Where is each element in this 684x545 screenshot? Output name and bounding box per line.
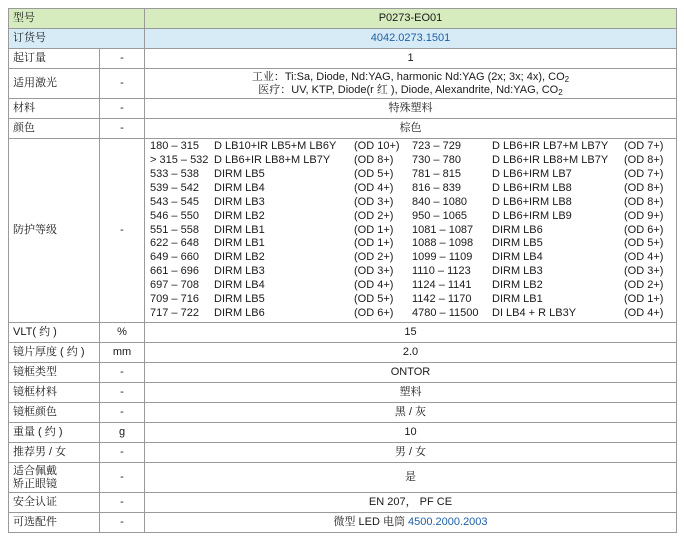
range-right: 1081 – 1087 — [412, 223, 474, 236]
grade-right: D LB6+IRM LB8 — [492, 181, 572, 194]
weight-label: 重量 ( 约 ) — [9, 423, 100, 443]
range-right: 1088 – 1098 — [412, 237, 474, 250]
frame-color-value: 黑 / 灰 — [145, 403, 677, 423]
od-left: (OD 8+) — [354, 153, 394, 166]
od-left: (OD 5+) — [354, 167, 394, 180]
grade-left: DIRM LB3 — [214, 195, 265, 208]
model-value: P0273-EO01 — [145, 9, 677, 29]
order-number-value: 4042.0273.1501 — [145, 29, 677, 49]
od-right: (OD 9+) — [624, 209, 664, 222]
range-right: 1110 – 1123 — [412, 265, 471, 278]
moq-unit: - — [100, 49, 145, 69]
od-left: (OD 2+) — [354, 209, 394, 222]
thickness-unit: mm — [100, 343, 145, 363]
grade-left: DIRM LB2 — [214, 251, 265, 264]
laser-industrial: 工业：Ti:Sa, Diode, Nd:YAG, harmonic Nd:YAG (2x; 3x; 4x), $CO_2$ — [251, 70, 570, 84]
weight-value: 10 — [145, 423, 677, 443]
moq-value: 1 — [145, 49, 677, 69]
od-left: (OD 3+) — [354, 195, 394, 208]
range-left: 546 – 550 — [150, 209, 199, 222]
certification-value: EN 207， PF CE — [145, 493, 677, 513]
row-gender — [9, 443, 677, 463]
vlt-unit: % — [100, 323, 145, 343]
frame-type-value: ONTOR — [145, 363, 677, 383]
grade-left: DIRM LB4 — [214, 181, 265, 194]
row-moq — [9, 49, 677, 69]
weight-unit: g — [100, 423, 145, 443]
row-model — [9, 9, 677, 29]
accessory-order-link[interactable]: 4500.2000.2003 — [408, 516, 488, 528]
protection-grade-row — [150, 196, 674, 210]
range-left: 551 – 558 — [150, 223, 199, 236]
od-left: (OD 4+) — [354, 279, 394, 292]
grade-right: D LB6+IRM LB8 — [492, 195, 572, 208]
row-prescription — [9, 463, 677, 493]
od-left: (OD 3+) — [354, 265, 394, 278]
protection-grade-row — [150, 237, 674, 251]
prescription-label-line2: 矫正眼镜 — [13, 477, 57, 490]
frame-type-unit: - — [100, 363, 145, 383]
grade-right: DIRM LB1 — [492, 293, 543, 306]
range-left: 709 – 716 — [150, 293, 199, 306]
range-right: 4780 – 11500 — [412, 307, 479, 320]
color-value: 棕色 — [145, 119, 677, 139]
grade-left: DIRM LB4 — [214, 279, 265, 292]
grade-right: DIRM LB5 — [492, 237, 543, 250]
protection-grades-table — [150, 140, 674, 321]
row-frame-type — [9, 363, 677, 383]
grade-right: D LB6+IR LB8+M LB7Y — [492, 153, 609, 166]
frame-color-label: 镜框颜色 — [9, 403, 100, 423]
od-right: (OD 8+) — [624, 181, 664, 194]
od-left: (OD 4+) — [354, 181, 394, 194]
gender-value: 男 / 女 — [145, 443, 677, 463]
order-number-label: 订货号 — [9, 29, 145, 49]
protection-grade-row — [150, 307, 674, 321]
laser-label: 适用激光 — [9, 69, 100, 99]
grade-right: DI LB4 + R LB3Y — [492, 307, 577, 320]
thickness-value: 2.0 — [145, 343, 677, 363]
gender-label: 推荐男 / 女 — [9, 443, 100, 463]
color-unit: - — [100, 119, 145, 139]
row-frame-color — [9, 403, 677, 423]
grade-left: D LB6+IR LB8+M LB7Y — [214, 153, 331, 166]
frame-material-label: 镜框材料 — [9, 383, 100, 403]
od-right: (OD 6+) — [624, 223, 664, 236]
thickness-label: 镜片厚度 ( 约 ) — [9, 343, 100, 363]
od-left: (OD 1+) — [354, 223, 394, 236]
grade-left: DIRM LB2 — [214, 209, 265, 222]
range-left: 661 – 696 — [150, 265, 199, 278]
spec-table — [8, 8, 677, 533]
range-right: 781 – 815 — [412, 167, 461, 180]
range-left: 539 – 542 — [150, 181, 199, 194]
od-right: (OD 1+) — [624, 293, 664, 306]
row-weight — [9, 423, 677, 443]
protection-grade-row — [150, 224, 674, 238]
protection-grade-row — [150, 182, 674, 196]
protection-grade-row — [150, 140, 674, 154]
protection-grade-row — [150, 265, 674, 279]
frame-material-value: 塑料 — [145, 383, 677, 403]
range-left: 533 – 538 — [150, 167, 199, 180]
certification-label: 安全认证 — [9, 493, 100, 513]
frame-material-unit: - — [100, 383, 145, 403]
od-right: (OD 7+) — [624, 139, 664, 152]
grade-right: DIRM LB2 — [492, 279, 543, 292]
grade-left: D LB10+IR LB5+M LB6Y — [214, 139, 337, 152]
material-unit: - — [100, 99, 145, 119]
row-thickness — [9, 343, 677, 363]
protection-grade-row — [150, 251, 674, 265]
prescription-value: 是 — [145, 463, 677, 493]
frame-color-unit: - — [100, 403, 145, 423]
grade-right: DIRM LB6 — [492, 223, 543, 236]
od-right: (OD 8+) — [624, 195, 664, 208]
range-left: 717 – 722 — [150, 307, 199, 320]
od-right: (OD 8+) — [624, 153, 664, 166]
range-left: 697 – 708 — [150, 279, 199, 292]
od-left: (OD 1+) — [354, 237, 394, 250]
range-left: 649 – 660 — [150, 251, 199, 264]
range-right: 723 – 729 — [412, 139, 461, 152]
row-accessory — [9, 513, 677, 533]
prescription-label-line1: 适合佩戴 — [13, 464, 57, 477]
laser-value — [145, 69, 677, 99]
accessory-text: 微型 LED 电筒 — [333, 516, 409, 528]
grade-right: DIRM LB3 — [492, 265, 543, 278]
od-right: (OD 4+) — [624, 251, 664, 264]
accessory-label: 可选配件 — [9, 513, 100, 533]
range-right: 816 – 839 — [412, 181, 461, 194]
gender-unit: - — [100, 443, 145, 463]
od-right: (OD 2+) — [624, 279, 664, 292]
range-right: 1099 – 1109 — [412, 251, 473, 264]
grade-right: D LB6+IRM LB9 — [492, 209, 572, 222]
color-label: 颜色 — [9, 119, 100, 139]
od-left: (OD 6+) — [354, 307, 394, 320]
range-right: 1124 – 1141 — [412, 279, 472, 292]
protection-unit: - — [100, 139, 145, 323]
vlt-label: VLT( 约 ) — [9, 323, 100, 343]
od-left: (OD 2+) — [354, 251, 394, 264]
protection-grade-row — [150, 154, 674, 168]
range-right: 1142 – 1170 — [412, 293, 472, 306]
protection-grades-body — [150, 140, 674, 321]
range-left: > 315 – 532 — [150, 153, 209, 166]
prescription-unit: - — [100, 463, 145, 493]
grade-left: DIRM LB1 — [214, 237, 265, 250]
row-color — [9, 119, 677, 139]
moq-label: 起订量 — [9, 49, 100, 69]
row-laser — [9, 69, 677, 99]
od-left: (OD 5+) — [354, 293, 394, 306]
range-left: 543 – 545 — [150, 195, 199, 208]
row-certification — [9, 493, 677, 513]
row-frame-material — [9, 383, 677, 403]
row-protection — [9, 139, 677, 323]
protection-label: 防护等级 — [9, 139, 100, 323]
accessory-value — [145, 513, 677, 533]
od-right: (OD 5+) — [624, 237, 664, 250]
protection-value — [145, 139, 677, 323]
grade-right: D LB6+IR LB7+M LB7Y — [492, 139, 609, 152]
laser-medical: 医疗：UV, KTP, Diode(r 红 ), Diode, Alexandrite, Nd:YAG, $CO_2$ — [258, 83, 563, 97]
material-label: 材料 — [9, 99, 100, 119]
od-right: (OD 4+) — [624, 307, 664, 320]
protection-grade-row — [150, 210, 674, 224]
accessory-unit: - — [100, 513, 145, 533]
range-right: 840 – 1080 — [412, 195, 468, 208]
grade-left: DIRM LB5 — [214, 167, 265, 180]
frame-type-label: 镜框类型 — [9, 363, 100, 383]
certification-unit: - — [100, 493, 145, 513]
grade-left: DIRM LB5 — [214, 293, 265, 306]
material-value: 特殊塑料 — [145, 99, 677, 119]
row-material — [9, 99, 677, 119]
row-order-number — [9, 29, 677, 49]
protection-grade-row — [150, 168, 674, 182]
range-left: 622 – 648 — [150, 237, 199, 250]
grade-right: D LB6+IRM LB7 — [492, 167, 572, 180]
range-right: 730 – 780 — [412, 153, 461, 166]
grade-right: DIRM LB4 — [492, 251, 543, 264]
laser-unit: - — [100, 69, 145, 99]
grade-left: DIRM LB3 — [214, 265, 265, 278]
model-label: 型号 — [9, 9, 145, 29]
range-right: 950 – 1065 — [412, 209, 468, 222]
od-right: (OD 7+) — [624, 167, 664, 180]
prescription-label — [9, 463, 100, 493]
row-vlt — [9, 323, 677, 343]
grade-left: DIRM LB1 — [214, 223, 265, 236]
range-left: 180 – 315 — [150, 139, 199, 152]
protection-grade-row — [150, 293, 674, 307]
od-right: (OD 3+) — [624, 265, 664, 278]
od-left: (OD 10+) — [354, 139, 400, 152]
grade-left: DIRM LB6 — [214, 307, 265, 320]
vlt-value: 15 — [145, 323, 677, 343]
protection-grade-row — [150, 279, 674, 293]
